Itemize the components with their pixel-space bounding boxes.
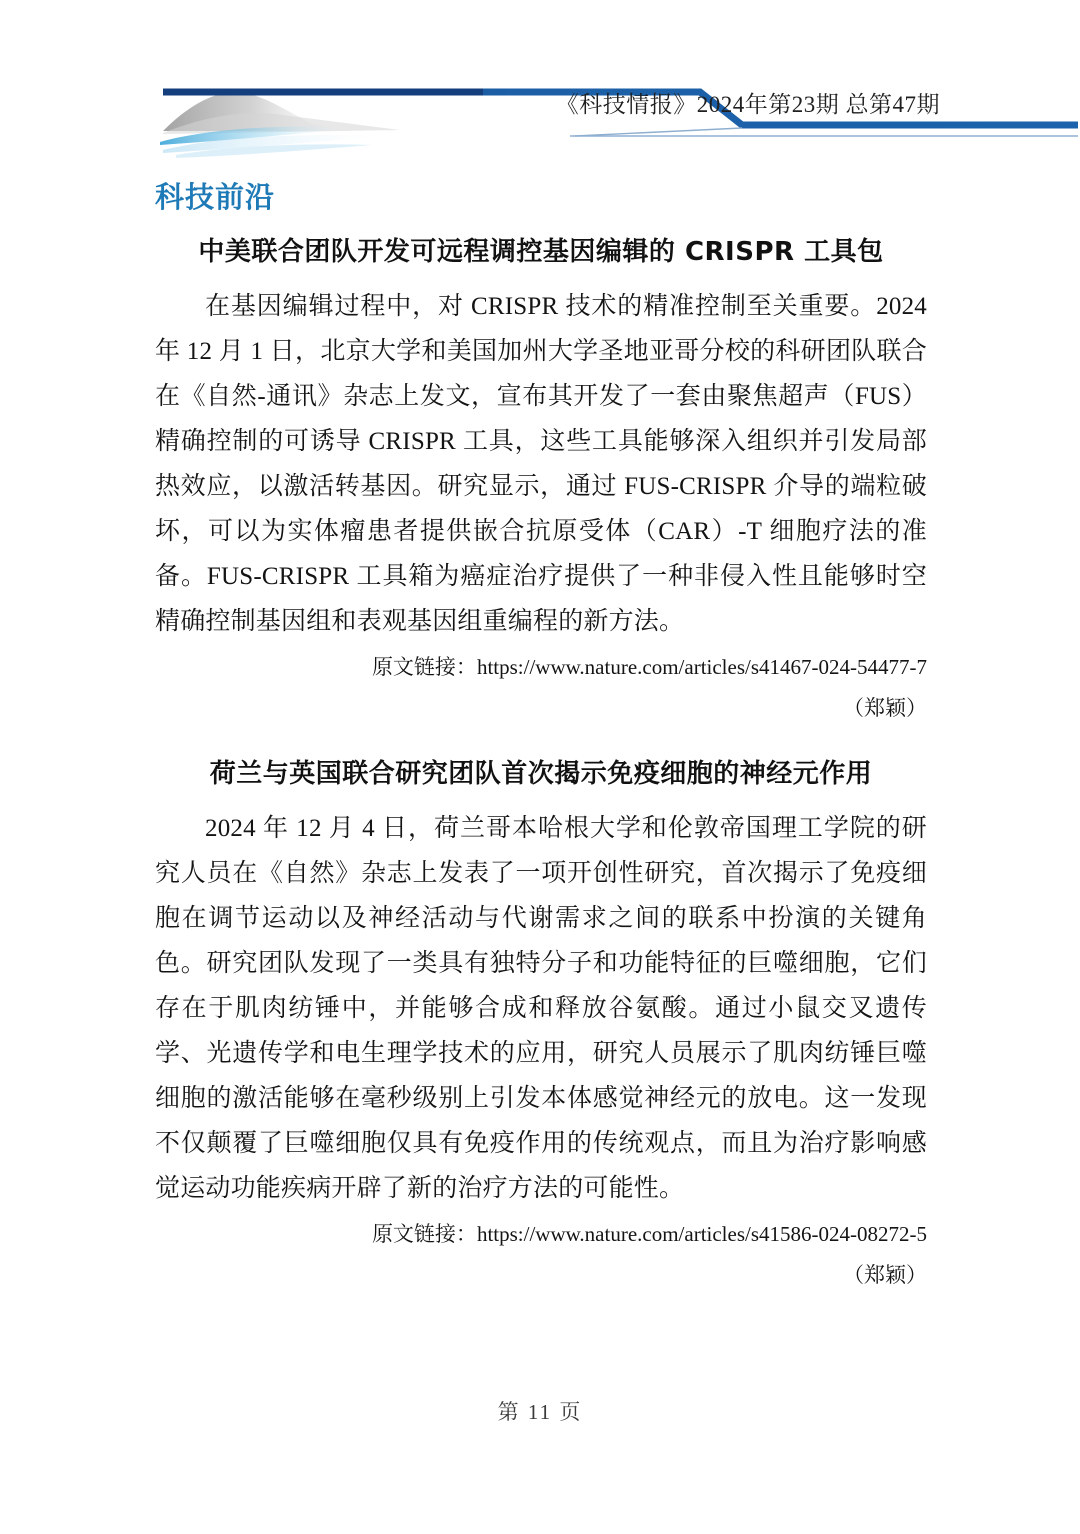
article-column [155,228,927,1295]
source-label: 原文链接： [371,654,477,679]
article-2-byline: （郑颖） [843,1262,927,1287]
publication-issue-line: 《科技情报》2024年第23期 总第47期 [555,92,940,117]
article-1-title: 中美联合团队开发可远程调控基因编辑的 CRISPR 工具包 [198,237,884,267]
header-decoration-graphic [0,0,1080,160]
section-heading-frontier: 科技前沿 [155,180,276,214]
source-label: 原文链接： [371,1221,477,1246]
page-number-footer: 第 11 页 [497,1400,583,1424]
article-1-source [155,644,927,688]
source-url[interactable]: https://www.nature.com/articles/s41586-024-08272-5 [476,1221,927,1246]
article-2-title: 荷兰与英国联合研究团队首次揭示免疫细胞的神经元作用 [209,758,873,789]
page-header [0,0,1080,160]
article-2-source [155,1211,927,1255]
article-1-byline: （郑颖） [843,695,927,720]
article-1 [155,228,927,728]
source-url[interactable]: https://www.nature.com/articles/s41467-024-54477-7 [476,654,927,679]
article-1-body: 在基因编辑过程中，对 CRISPR 技术的精准控制至关重要。2024年 12 月 1 日，北京大学和美国加州大学圣地亚哥分校的科研团队联合在《自然-通讯》杂志上发文，宣布其开发了一套由聚焦超声（FUS）精确控制的可诱导 CRISPR 工具，这些工具能够深入组织并引发局部热效应，以激活转基因。研究显示，通过 FUS-CRISPR 介导的端粒破坏，可以为实体瘤患者提供嵌合抗原受体（CAR）-T 细胞疗法的准备。FUS-CRISPR 工具箱为癌症治疗提供了一种非侵入性且能够时空精确控制基因组和表观基因组重编程的新方法。 [155,292,927,635]
article-2-body: 2024 年 12 月 4 日，荷兰哥本哈根大学和伦敦帝国理工学院的研究人员在《自然》杂志上发表了一项开创性研究，首次揭示了免疫细胞在调节运动以及神经活动与代谢需求之间的联系中扮演的关键角色。研究团队发现了一类具有独特分子和功能特征的巨噬细胞，它们存在于肌肉纺锤中，并能够合成和释放谷氨酸。通过小鼠交叉遗传学、光遗传学和电生理学技术的应用，研究人员展示了肌肉纺锤巨噬细胞的激活能够在毫秒级别上引发本体感觉神经元的放电。这一发现不仅颠覆了巨噬细胞仅具有免疫作用的传统观点，而且为治疗影响感觉运动功能疾病开辟了新的治疗方法的可能性。 [155,814,927,1202]
article-2 [155,728,927,1295]
